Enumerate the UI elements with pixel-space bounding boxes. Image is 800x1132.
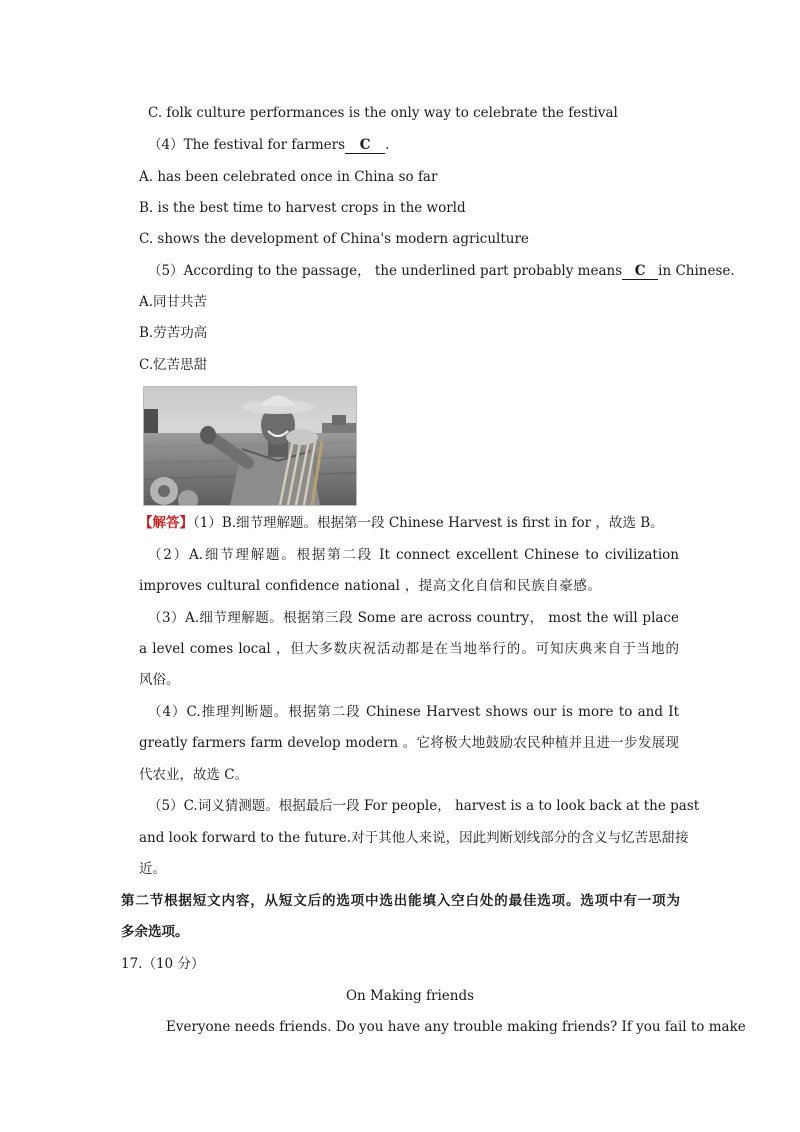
answer-line-12: 近。	[139, 861, 166, 877]
section-instruction-line-2: 多余选项。	[121, 924, 189, 940]
question-4-answer-blank: C	[345, 137, 385, 154]
question-5-answer-blank: C	[622, 263, 658, 280]
farmer-harvest-photo	[143, 386, 357, 506]
passage-title: On Making friends	[345, 988, 475, 1004]
answer-line-9: 代农业，故选 C。	[139, 767, 249, 783]
answer-line-7: （4）C.推理判断题。根据第二段 Chinese Harvest shows our is more to and It	[148, 704, 679, 720]
answer-line-4: （3）A.细节理解题。根据第三段 Some are across country， most the will place	[148, 610, 679, 626]
question-5-text-end: in Chinese.	[658, 263, 735, 279]
option-5c: C.忆苦思甜	[139, 357, 208, 373]
answer-1-text: （1）B.细节理解题。根据第一段 Chinese Harvest is first in for ，故选 B。	[193, 515, 664, 531]
question-5-stem	[148, 261, 735, 281]
answer-line-2: （2）A.细节理解题。根据第二段 It connect excellent Chinese to civilization	[148, 547, 679, 563]
option-4c: C. shows the development of China's modern agriculture	[139, 231, 529, 247]
question-4-text: （4）The festival for farmers	[148, 137, 346, 153]
answer-line-3: improves cultural confidence national ，提高文化自信和民族自豪感。	[139, 578, 601, 594]
section-instruction-line-1: 第二节根据短文内容，从短文后的选项中选出能填入空白处的最佳选项。选项中有一项为	[121, 893, 680, 909]
question-5-text: （5）According to the passage， the underlined part probably means	[148, 263, 623, 279]
question-17-number: 17.（10 分）	[121, 956, 205, 972]
option-4a: A. has been celebrated once in China so far	[139, 169, 438, 185]
answer-line-11: and look forward to the future.对于其他人来说，因此判断划线部分的含义与忆苦思甜接	[139, 830, 689, 846]
question-4-stem	[148, 135, 389, 155]
passage-first-line: Everyone needs friends. Do you have any trouble making friends? If you fail to make	[166, 1019, 746, 1035]
option-5b: B.劳苦功高	[139, 325, 208, 341]
answer-label: 【解答】	[139, 515, 193, 531]
answer-line-1	[139, 513, 664, 533]
option-5a: A.同甘共苦	[139, 294, 208, 310]
farmer-illustration	[144, 387, 356, 505]
answer-line-5: a level comes local ，但大多数庆祝活动都是在当地举行的。可知庆典来自于当地的	[139, 641, 679, 657]
answer-line-10: （5）C.词义猜测题。根据最后一段 For people， harvest is a to look back at the past	[148, 798, 700, 814]
option-3c: C. folk culture performances is the only way to celebrate the festival	[148, 105, 618, 121]
option-4b: B. is the best time to harvest crops in the world	[139, 200, 466, 216]
answer-line-8: greatly farmers farm develop modern 。它将极大地鼓励农民种植并且进一步发展现	[139, 735, 679, 751]
question-4-text-end: .	[385, 137, 390, 153]
answer-line-6: 风俗。	[139, 672, 180, 688]
